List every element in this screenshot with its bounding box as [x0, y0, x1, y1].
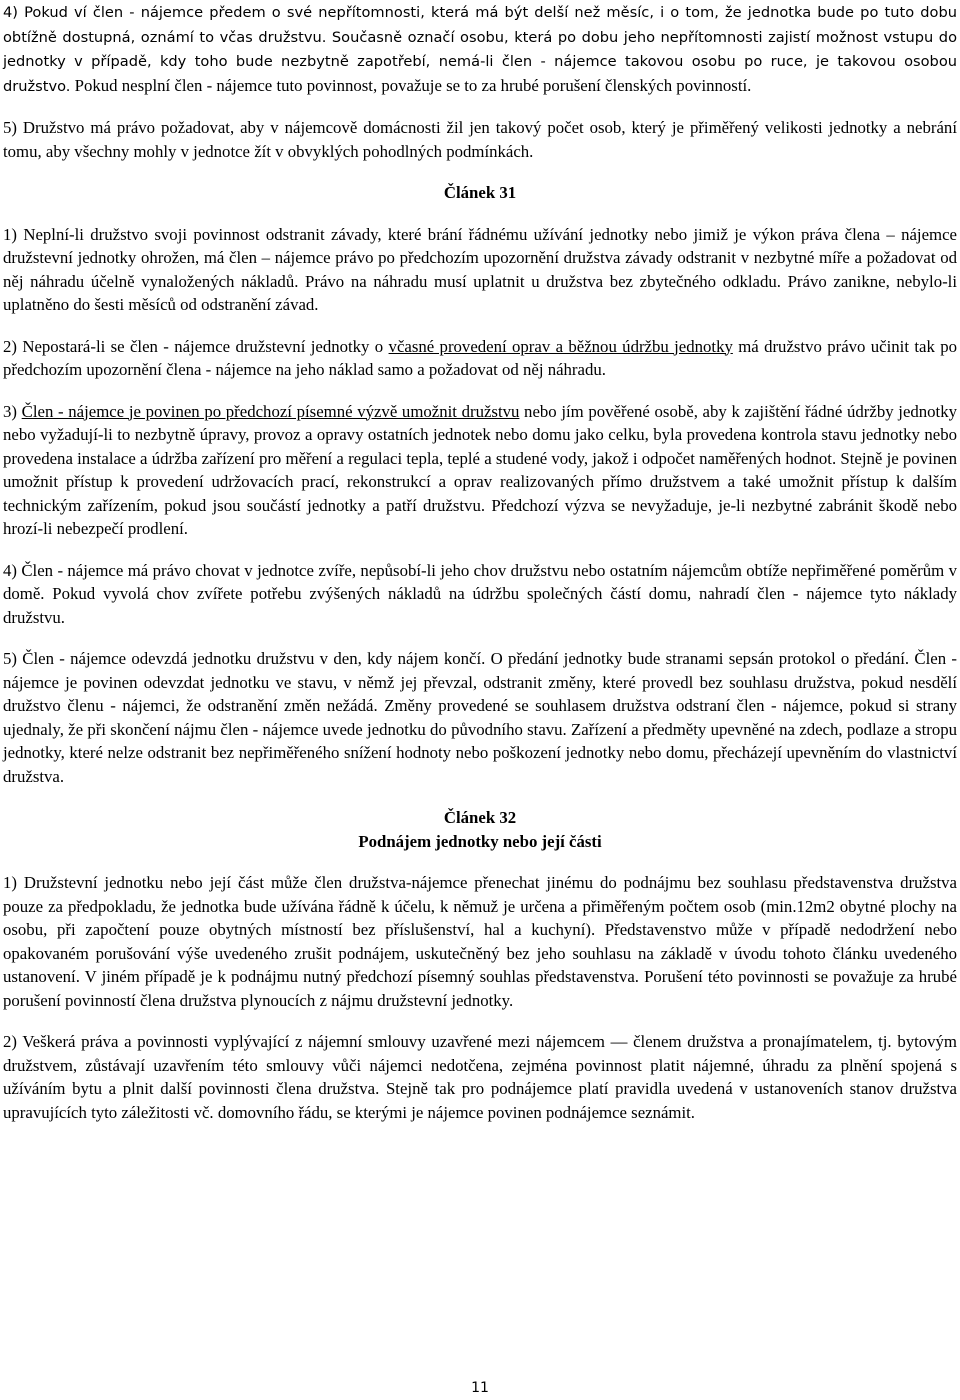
article-31-paragraph-1: 1) Neplní-li družstvo svoji povinnost odstranit závady, které brání řádnému užívání jednotky nebo jimiž je výkon práva člena – nájemce družstevní jednotky ohrožen, má člen – nájemce právo po předchozím upozornění družstva závady odstranit v nezbytné míře a požadovat od něj náhradu účelně vynaložených nákladů. Právo na náhradu musí uplatnit u družstva bez zbytečného odkladu. Právo zanikne, nebylo-li uplatněno do šesti měsíců od odstranění závad.	[3, 224, 957, 314]
article-31-title: Článek 31	[443, 183, 517, 202]
paragraph-4-absence-notice	[3, 0, 957, 98]
article-31-paragraph-5: 5) Člen - nájemce odevzdá jednotku družstvu v den, kdy nájem končí. O předání jednotky bude stranami sepsán protokol o předání. Člen - nájemce je povinen odevzdat jednotku ve stavu, v němž jej převzal, odstranit změny, které provedl bez souhlasu družstva, pokud nesdělí družstvo členu - nájemci, že odstranění změn nežádá. Změny provedené se souhlasem družstva odstraní člen - nájemce, pokud si strany ujednaly, že při skončení nájmu člen - nájemce uvede jednotku do původního stavu. Zařízení a předměty upevněné na zdech, podlaze a stropu jednotky, které nelze odstranit bez nepřiměřeného snížení hodnoty nebo poškození jednotky nebo domu, přecházejí upevněním do vlastnictví družstva.	[3, 649, 957, 786]
article-31-p2-end: má družstvo právo učinit tak po předchozím upozornění člena - nájemce na jeho náklad samo a požadovat od něj náhradu.	[3, 336, 957, 379]
paragraph-4-breach-text: Pokud nesplní člen - nájemce tuto povinnost, považuje se to za hrubé porušení členských povinností.	[74, 75, 752, 95]
article-31-p2-start: 2) Nepostará-li se člen - nájemce družstevní jednotky o	[3, 336, 389, 356]
article-31-p2-underlined: včasné provedení oprav a běžnou údržbu jednotky	[388, 336, 733, 356]
article-32-heading	[3, 806, 957, 853]
article-31-p3-underlined: Člen - nájemce je povinen po předchozí písemné výzvě umožnit družstvu	[21, 401, 520, 421]
article-31-p3-start: 3)	[3, 401, 22, 421]
article-31-heading	[3, 181, 957, 205]
article-31-paragraph-3	[3, 400, 957, 541]
paragraph-4-text: 4) Pokud ví člen - nájemce předem o své nepřítomnosti, která má být delší než měsíc, i o tom, že jednotka bude po tuto dobu obtížně dostupná, oznámí to včas družstvu. Současně označí osobu, která po dobu jeho nepřítomnosti zajistí možnost vstupu do jednotky v případě, kdy toho bude nezbytně zapotřebí, nemá-li člen - nájemce takovou osobu po ruce, je takovou osobou družstvo.	[3, 4, 957, 95]
page-number: 11	[471, 1380, 489, 1396]
article-32-paragraph-1: 1) Družstevní jednotku nebo její část může člen družstva-nájemce přenechat jinému do podnájmu bez souhlasu představenstva družstva pouze za předpokladu, že jednotka bude užívána řádně k účelu, k němuž je určena a přiměřeným počtem osob (min.12m2 obytné plochy na osobu, při započtení pouze obytných místností bez příslušenství, hal a kuchyní). Představenstvo může v případě nedodržení nebo opakovaném porušování výše uvedeného zrušit podnájem, uskutečněný bez jeho souhlasu na základě v úvodu tohoto článku uvedeného ustanovení. V jiném případě je k podnájmu nutný předchozí písemný souhlas představenstva. Porušení této povinnosti se považuje za hrubé porušení povinností člena družstva plynoucích z nájmu družstevní jednotky.	[3, 873, 957, 1010]
paragraph-5-occupancy: 5) Družstvo má právo požadovat, aby v nájemcově domácnosti žil jen takový počet osob, který je přiměřený velikosti jednotky a nebrání tomu, aby všechny mohly v jednotce žít v obvyklých pohodlných podmínkách.	[3, 118, 957, 161]
article-31-p3-end: nebo jím pověřené osobě, aby k zajištění řádné údržby jednotky nebo vyžadují-li to nezbytně úpravy, provoz a opravy ostatních jednotek nebo domu jako celku, byla provedena kontrola stavu jednotky nebo provedena instalace a údržba zařízení pro měření a regulaci tepla, teplé a studené vody, jakož i odpočet naměřených hodnot. Stejně je povinen umožnit přístup k provedení udržovacích prací, rekonstrukcí a oprav realizovaných přímo družstvem a také umožnit přístup k dalším technickým zařízením, pokud jsou součástí jednotky a patří družstvu. Předchozí výzva se nevyžaduje, je-li nezbytné zabránit škodě nebo hrozí-li nebezpečí prodlení.	[3, 401, 958, 538]
article-31-paragraph-4: 4) Člen - nájemce má právo chovat v jednotce zvíře, nepůsobí-li jeho chov družstvu nebo ostatním nájemcům obtíže nepřiměřené poměrům v domě. Pokud vyvolá chov zvířete potřebu zvýšených nákladů na údržbu společných částí domu, nahradí člen - nájemce tyto náklady družstvu.	[3, 560, 957, 627]
article-32-title: Článek 32	[443, 808, 517, 827]
article-32-paragraph-2: 2) Veškerá práva a povinnosti vyplývající z nájemní smlouvy uzavřené mezi nájemcem — členem družstva a pronajímatelem, tj. bytovým družstvem, zůstávají uzavřením této smlouvy vůči nájemci nedotčena, zejména povinnost platit nájemné, úhradu za plnění spojená s užíváním bytu a plnit další povinnosti člena družstva. Stejně tak pro podnájemce platí pravidla uvedená v ustanoveních stanov družstva upravujících tyto záležitosti vč. domovního řádu, se kterými je nájemce povinen podnájemce seznámit.	[3, 1032, 957, 1122]
article-31-paragraph-2	[3, 335, 957, 382]
article-32-subtitle: Podnájem jednotky nebo její části	[358, 831, 602, 851]
